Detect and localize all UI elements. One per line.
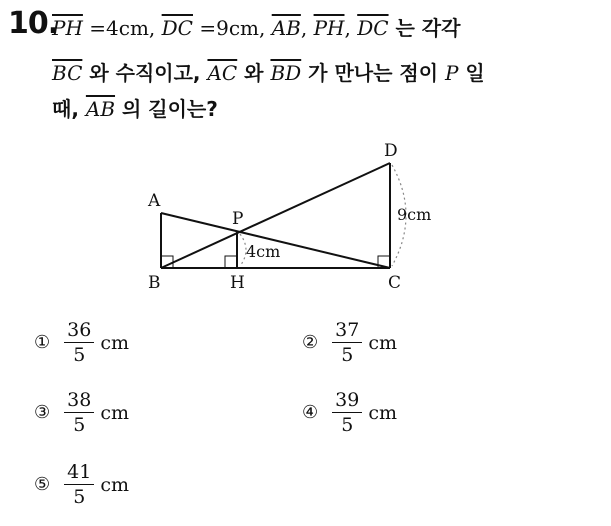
choice-2-numerator: 37 [332,318,362,343]
choice-5[interactable] [34,460,129,509]
choice-4-mark: ④ [302,402,319,423]
text-run: $\overline{BD}$ [270,61,302,85]
choice-4-denominator: 5 [341,414,354,436]
label-ph-length: 4cm [246,242,281,261]
text-run: $\overline{AB}$ [85,97,116,121]
choice-5-unit: cm [100,473,129,496]
choice-1-fraction [64,318,94,367]
text-run: 가 만나는 점이 [301,61,445,85]
choice-2-fraction [332,318,362,367]
text-run: , [344,16,358,40]
choice-1-denominator: 5 [73,344,86,366]
choice-5-numerator: 41 [64,460,94,485]
text-run: 는 각각 [388,16,461,40]
label-b: B [148,273,161,293]
right-angle-h [225,256,237,268]
text-run: $\overline{AC}$ [207,61,238,85]
choice-4-numerator: 39 [332,388,362,413]
choice-5-mark: ⑤ [34,474,51,495]
choice-3[interactable] [34,388,129,437]
choice-2-unit: cm [368,331,397,354]
text-run: $\overline{BC}$ [52,61,83,85]
choice-3-unit: cm [100,401,129,424]
text-run: $\overline{AB}$ [271,16,301,40]
text-run: $\overline{DC}$ [161,16,193,40]
label-a: A [148,191,161,211]
text-run: 의 길이는? [115,97,218,121]
label-h: H [230,273,245,293]
text-run: , [300,16,314,40]
text-run: 와 [237,61,271,85]
choice-3-numerator: 38 [64,388,94,413]
label-p: P [232,209,244,229]
text-run: $\overline{DC}$ [357,16,389,40]
choice-5-fraction [64,460,94,509]
text-run: 일 [458,61,485,85]
choice-5-denominator: 5 [73,486,86,508]
choice-3-fraction [64,388,94,437]
choice-2-denominator: 5 [341,344,354,366]
choice-2-mark: ② [302,332,319,353]
choice-1-unit: cm [100,331,129,354]
text-run: =4cm, [82,16,162,40]
choice-1-numerator: 36 [64,318,94,343]
text-run: 때, [52,97,86,121]
choice-4[interactable] [302,388,397,437]
choice-1[interactable] [34,318,129,367]
label-dc-length: 9cm [397,205,432,224]
choice-3-mark: ③ [34,402,51,423]
label-c: C [388,273,402,293]
text-run: 와 수직이고, [82,61,208,85]
text-run: P [444,61,459,85]
choice-1-mark: ① [34,332,51,353]
text-run: $\overline{PH}$ [52,16,83,40]
choice-4-fraction [332,388,362,437]
text-run: =9cm, [192,16,272,40]
text-run: $\overline{PH}$ [313,16,345,40]
choice-4-unit: cm [368,401,397,424]
choice-3-denominator: 5 [73,414,86,436]
question-number: 10. [8,6,59,41]
label-d: D [384,141,398,161]
choice-2[interactable] [302,318,397,367]
